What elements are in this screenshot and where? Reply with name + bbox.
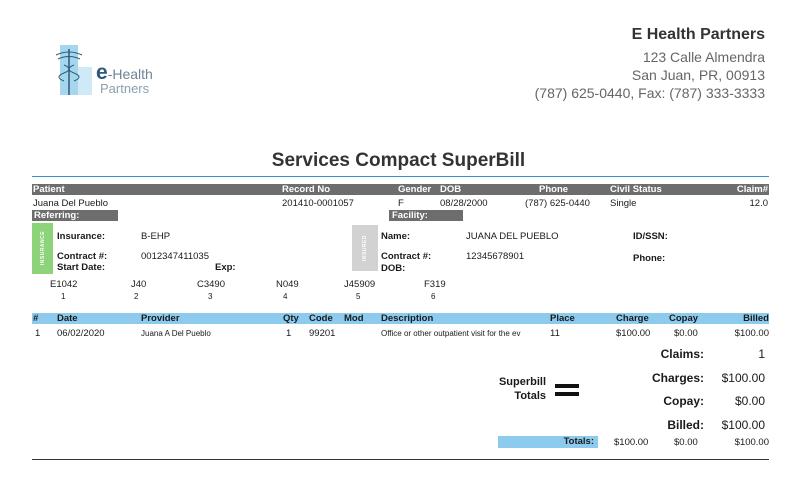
totals-copay: $0.00	[674, 437, 698, 448]
diagnosis-code: J45909	[344, 279, 376, 290]
services-col-charge: Charge	[616, 313, 649, 324]
services-col-place: Place	[550, 313, 575, 324]
services-col-code: Code	[309, 313, 333, 324]
title-rule	[32, 176, 769, 177]
equals-icon	[555, 384, 579, 400]
claim-col-header: Claim#	[736, 184, 768, 195]
patient-name: Juana Del Pueblo	[33, 198, 108, 209]
claim-value: 12.0	[749, 198, 768, 209]
id-ssn-label: ID/SSN:	[633, 231, 668, 242]
charges-label: Charges:	[651, 371, 704, 385]
logo-wordmark-line2: Partners	[100, 81, 150, 96]
totals-charge: $100.00	[614, 437, 649, 448]
billed-label: Billed:	[667, 418, 704, 432]
service-billed: $100.00	[734, 328, 769, 339]
insured-name-label: Name:	[381, 231, 411, 242]
contract-value: 0012347411035	[141, 251, 209, 262]
service-place: 11	[550, 328, 560, 339]
facility-label: Facility:	[392, 210, 428, 221]
service-num: 1	[35, 328, 41, 339]
record-no-value: 201410-0001057	[282, 198, 354, 209]
claims-value: 1	[758, 347, 765, 361]
claims-label: Claims:	[660, 347, 704, 361]
company-name: E Health Partners	[631, 26, 765, 43]
company-address1: 123 Calle Almendra	[642, 49, 765, 65]
insured-dob-label: DOB:	[381, 263, 406, 274]
diagnosis-code-number: 6	[431, 292, 436, 301]
diagnosis-code: F319	[424, 279, 446, 290]
services-col-num: #	[33, 313, 39, 324]
insured-tag: INSURED	[352, 225, 378, 271]
contract-label: Contract #:	[57, 251, 108, 262]
billed-value: $100.00	[721, 418, 765, 432]
phone-col-header: Phone	[539, 184, 569, 195]
service-charge: $100.00	[616, 328, 651, 339]
service-qty: 1	[286, 328, 292, 339]
document-title: Services Compact SuperBill	[271, 150, 526, 171]
service-code: 99201	[309, 328, 336, 339]
insured-phone-label: Phone:	[633, 253, 666, 264]
totals-billed: $100.00	[734, 437, 769, 448]
service-copay: $0.00	[674, 328, 698, 339]
caduceus-icon	[52, 45, 102, 97]
company-address2: San Juan, PR, 00913	[631, 67, 765, 83]
logo-wordmark: e-Health	[96, 61, 153, 84]
services-col-copay: Copay	[669, 313, 699, 324]
diagnosis-code: N049	[276, 279, 299, 290]
civil-status-col-header: Civil Status	[610, 184, 662, 195]
insured-contract-label: Contract #:	[381, 251, 432, 262]
start-date-label: Start Date:	[57, 262, 106, 273]
diagnosis-code-number: 2	[134, 292, 139, 301]
dob-col-header: DOB	[440, 184, 462, 195]
services-col-description: Description	[381, 313, 434, 324]
copay-label: Copay:	[663, 394, 704, 408]
insurance-value: B-EHP	[141, 231, 171, 242]
company-info	[535, 26, 765, 102]
patient-col-header: Patient	[33, 184, 65, 195]
service-date: 06/02/2020	[57, 328, 105, 339]
insured-name-value: JUANA DEL PUEBLO	[466, 231, 559, 242]
service-provider: Juana A Del Pueblo	[141, 329, 211, 338]
services-col-billed: Billed	[743, 313, 769, 324]
phone-value: (787) 625-0440	[525, 198, 590, 209]
superbill-totals-label: Superbill Totals	[498, 376, 546, 402]
diagnosis-code: C3490	[197, 279, 225, 290]
insured-contract-value: 12345678901	[466, 251, 525, 262]
bottom-rule	[32, 459, 769, 460]
totals-label: Totals:	[563, 436, 594, 447]
company-phone-fax: (787) 625-0440, Fax: (787) 333-3333	[534, 85, 765, 101]
diagnosis-code-number: 1	[61, 292, 66, 301]
services-col-qty: Qty	[283, 313, 299, 324]
copay-value: $0.00	[734, 394, 765, 408]
gender-col-header: Gender	[398, 184, 432, 195]
services-col-mod: Mod	[344, 313, 364, 324]
record-no-col-header: Record No	[282, 184, 331, 195]
civil-status-value: Single	[610, 198, 637, 209]
services-col-date: Date	[57, 313, 78, 324]
diagnosis-code: E1042	[50, 279, 78, 290]
charges-value: $100.00	[721, 371, 765, 385]
diagnosis-code-number: 4	[283, 292, 288, 301]
diagnosis-code-number: 3	[208, 292, 213, 301]
insurance-label: Insurance:	[57, 231, 106, 242]
diagnosis-code: J40	[131, 279, 147, 290]
gender-value: F	[398, 198, 404, 209]
insurance-tag: INSURANCE	[32, 223, 53, 274]
services-col-provider: Provider	[141, 313, 180, 324]
referring-label: Referring:	[34, 210, 80, 221]
dob-value: 08/28/2000	[440, 198, 488, 209]
exp-label: Exp:	[215, 262, 236, 273]
company-logo	[52, 45, 162, 97]
service-description: Office or other outpatient visit for the ev	[381, 329, 521, 338]
diagnosis-code-number: 5	[356, 292, 361, 301]
